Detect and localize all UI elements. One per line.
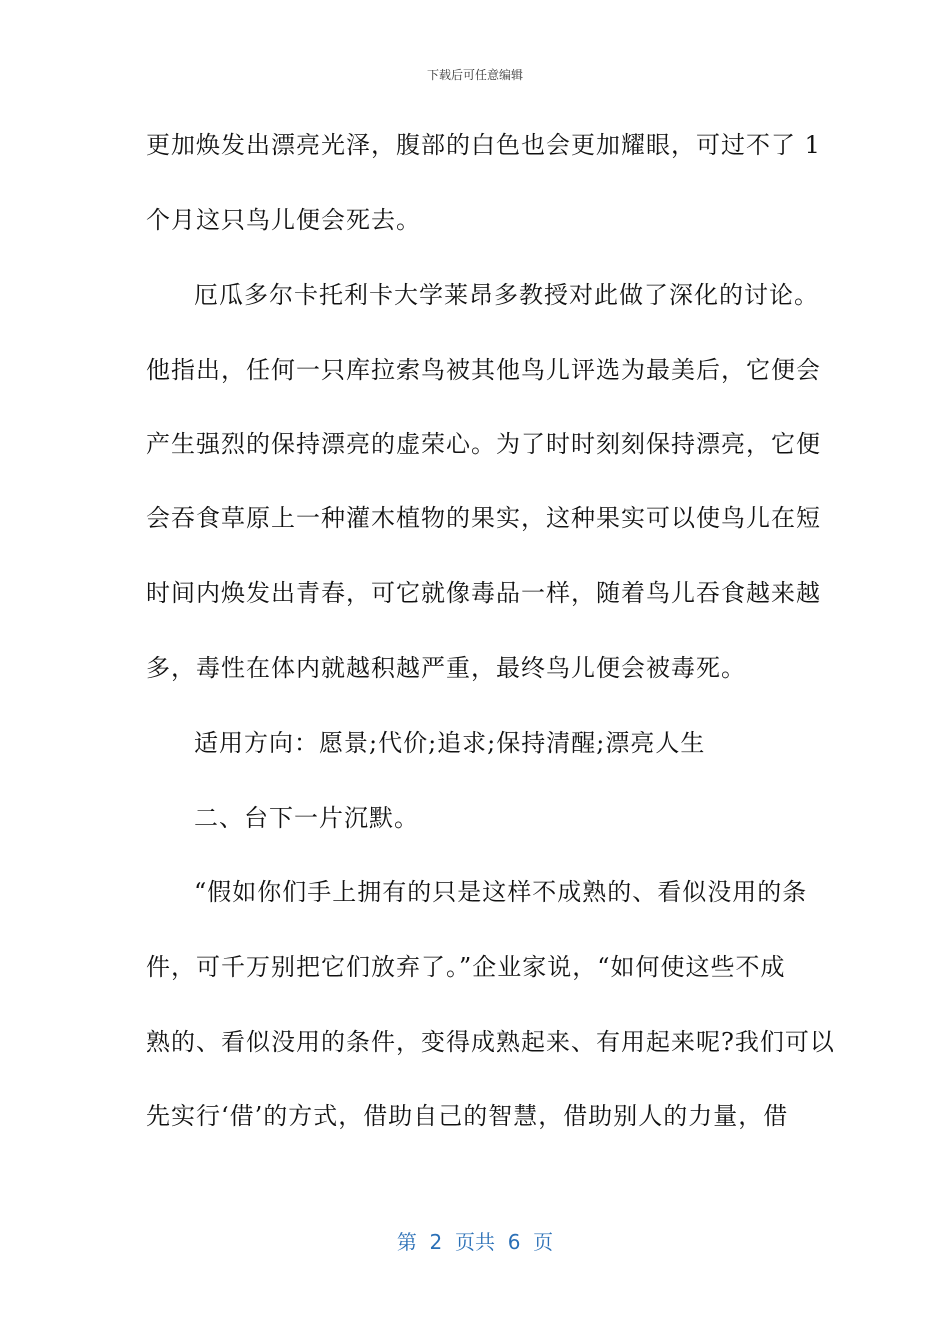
text-line: 时间内焕发出青春，可它就像毒品一样，随着鸟儿吞食越来越 [146, 579, 821, 607]
text-line: 会吞食草原上一种灌木植物的果实，这种果实可以使鸟儿在短 [146, 504, 821, 532]
text-line: 个月这只鸟儿便会死去。 [146, 206, 421, 234]
text-line: “假如你们手上拥有的只是这样不成熟的、看似没用的条 [194, 878, 808, 906]
text-line: 先实行‘借’的方式，借助自己的智慧，借助别人的力量，借 [146, 1102, 789, 1130]
text-line: 更加焕发出漂亮光泽，腹部的白色也会更加耀眼，可过不了 1 [146, 131, 821, 159]
text-line: 厄瓜多尔卡托利卡大学莱昂多教授对此做了深化的讨论。 [194, 281, 819, 309]
text-line: 二、台下一片沉默。 [194, 804, 419, 832]
text-line: 熟的、看似没用的条件，变得成熟起来、有用起来呢?我们可以 [146, 1028, 835, 1056]
text-line: 产生强烈的保持漂亮的虚荣心。为了时时刻刻保持漂亮，它便 [146, 430, 821, 458]
text-line: 件，可千万别把它们放弃了。”企业家说，“如何使这些不成 [146, 953, 786, 981]
text-line: 多，毒性在体内就越积越严重，最终鸟儿便会被毒死。 [146, 654, 746, 682]
page-header: 下载后可任意编辑 [426, 68, 523, 82]
text-line: 他指出，任何一只库拉索鸟被其他鸟儿评选为最美后，它便会 [146, 356, 821, 384]
page-number: 第 2 页共 6 页 [396, 1230, 554, 1254]
text-line: 适用方向：愿景;代价;追求;保持清醒;漂亮人生 [194, 729, 706, 757]
